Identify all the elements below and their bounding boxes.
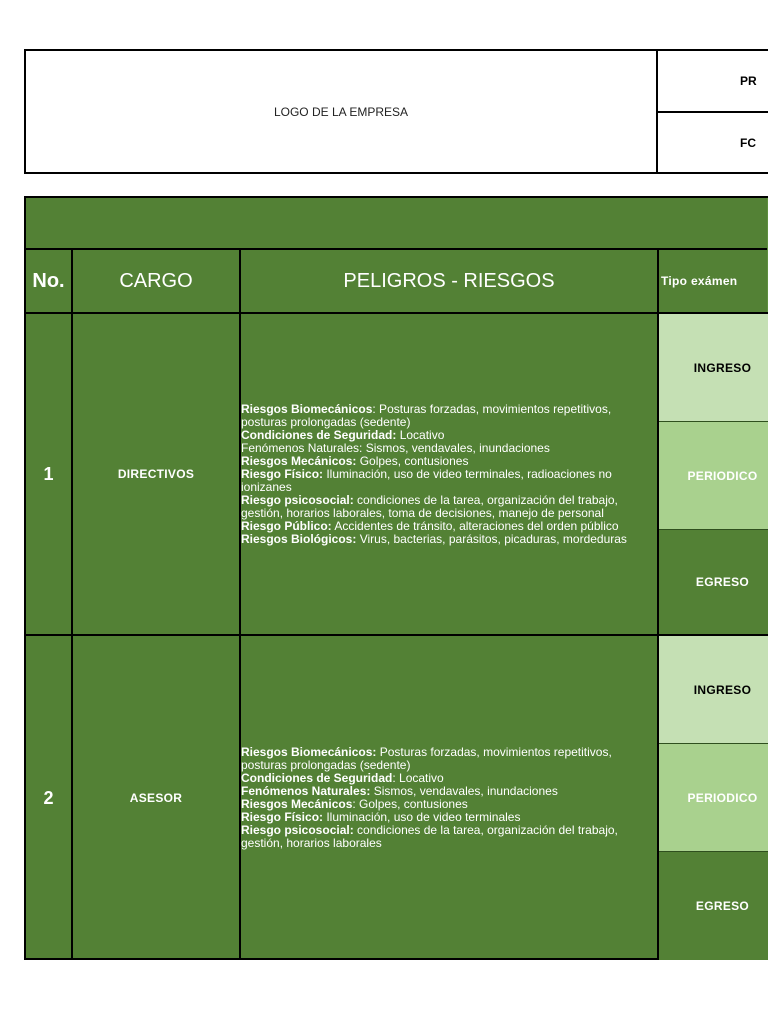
column-header-cargo: CARGO <box>73 250 241 314</box>
risk-description: Golpes, contusiones <box>356 453 469 468</box>
header-right-bottom-label: FC <box>740 135 756 150</box>
risk-description: Virus, bacterias, parásitos, picaduras, mordeduras <box>356 531 627 546</box>
row-2-exam-egreso: EGRESO <box>659 852 768 960</box>
risk-label: Riesgo Físico: <box>241 810 324 824</box>
risk-description: gestión, horarios laborales <box>241 836 382 850</box>
risk-description: Iluminación, uso de video terminales <box>323 810 521 824</box>
document-header <box>24 49 768 174</box>
risk-label: Riesgos Biológicos: <box>241 531 357 546</box>
risk-label: Riesgos Biomecánicos: <box>241 745 377 759</box>
row-2-number: 2 <box>26 636 73 960</box>
risk-line <box>241 533 655 546</box>
risk-matrix-table <box>24 196 768 960</box>
risk-line <box>241 746 655 772</box>
row-1-number: 1 <box>26 314 73 636</box>
risk-description: Iluminación, uso de video terminales, radioaciones no ionizanes <box>241 466 612 494</box>
column-header-tipo-examen: Tipo exámen <box>659 250 768 314</box>
header-right-top-label: PR <box>658 51 768 113</box>
row-1-cargo: DIRECTIVOS <box>73 314 241 636</box>
row-2-exam-ingreso: INGRESO <box>659 636 768 744</box>
risk-label: Riesgos Mecánicos: <box>241 453 357 468</box>
risk-label: Fenómenos Naturales: <box>241 784 371 798</box>
risk-description: Sismos, vendavales, inundaciones <box>370 784 558 798</box>
risk-description: : Posturas forzadas, movimientos repetitivos, posturas prolongadas (sedente) <box>241 401 612 429</box>
risk-label: Riesgo Público: <box>241 518 332 533</box>
risk-description: : Locativo <box>392 771 444 785</box>
row-2-riesgos-text <box>241 746 655 850</box>
risk-description: Accidentes de tránsito, alteraciones del orden público <box>331 518 619 533</box>
risk-description: Posturas forzadas, movimientos repetitivos, posturas prolongadas (sedente) <box>241 745 612 772</box>
risk-label: Riesgo psicosocial: <box>241 492 354 507</box>
row-2-cargo: ASESOR <box>73 636 241 960</box>
risk-description: condiciones de la tarea, organización del trabajo, <box>353 823 618 837</box>
risk-label: Riesgo psicosocial: <box>241 823 354 837</box>
row-1-exam-ingreso: INGRESO <box>659 314 768 422</box>
risk-label: Condiciones de Seguridad <box>241 771 393 785</box>
risk-description: Fenómenos Naturales: Sismos, vendavales, inundaciones <box>241 440 550 455</box>
row-1-exam-egreso: EGRESO <box>659 530 768 636</box>
row-1-riesgos-text <box>241 403 655 546</box>
table-title-band <box>26 198 768 250</box>
risk-label: Condiciones de Seguridad: <box>241 427 397 442</box>
row-1-exam-periodico: PERIODICO <box>659 422 768 530</box>
column-header-no: No. <box>26 250 73 314</box>
risk-label: Riesgos Mecánicos <box>241 797 353 811</box>
row-1-riesgos <box>241 314 659 636</box>
column-header-peligros: PELIGROS - RIESGOS <box>241 250 659 314</box>
row-2-riesgos <box>241 636 659 960</box>
risk-description: Locativo <box>396 427 445 442</box>
risk-description: condiciones de la tarea, organización del trabajo, <box>353 492 618 507</box>
risk-description: gestión, horarios laborales, toma de decisiones, manejo de personal <box>241 505 604 520</box>
company-logo-placeholder: LOGO DE LA EMPRESA <box>26 51 658 172</box>
row-2-exam-periodico: PERIODICO <box>659 744 768 852</box>
risk-line <box>241 403 655 429</box>
risk-label: Riesgo Físico: <box>241 466 324 481</box>
risk-description: : Golpes, contusiones <box>352 797 468 811</box>
risk-line <box>241 837 655 850</box>
risk-line <box>241 468 655 494</box>
risk-label: Riesgos Biomecánicos <box>241 401 373 416</box>
